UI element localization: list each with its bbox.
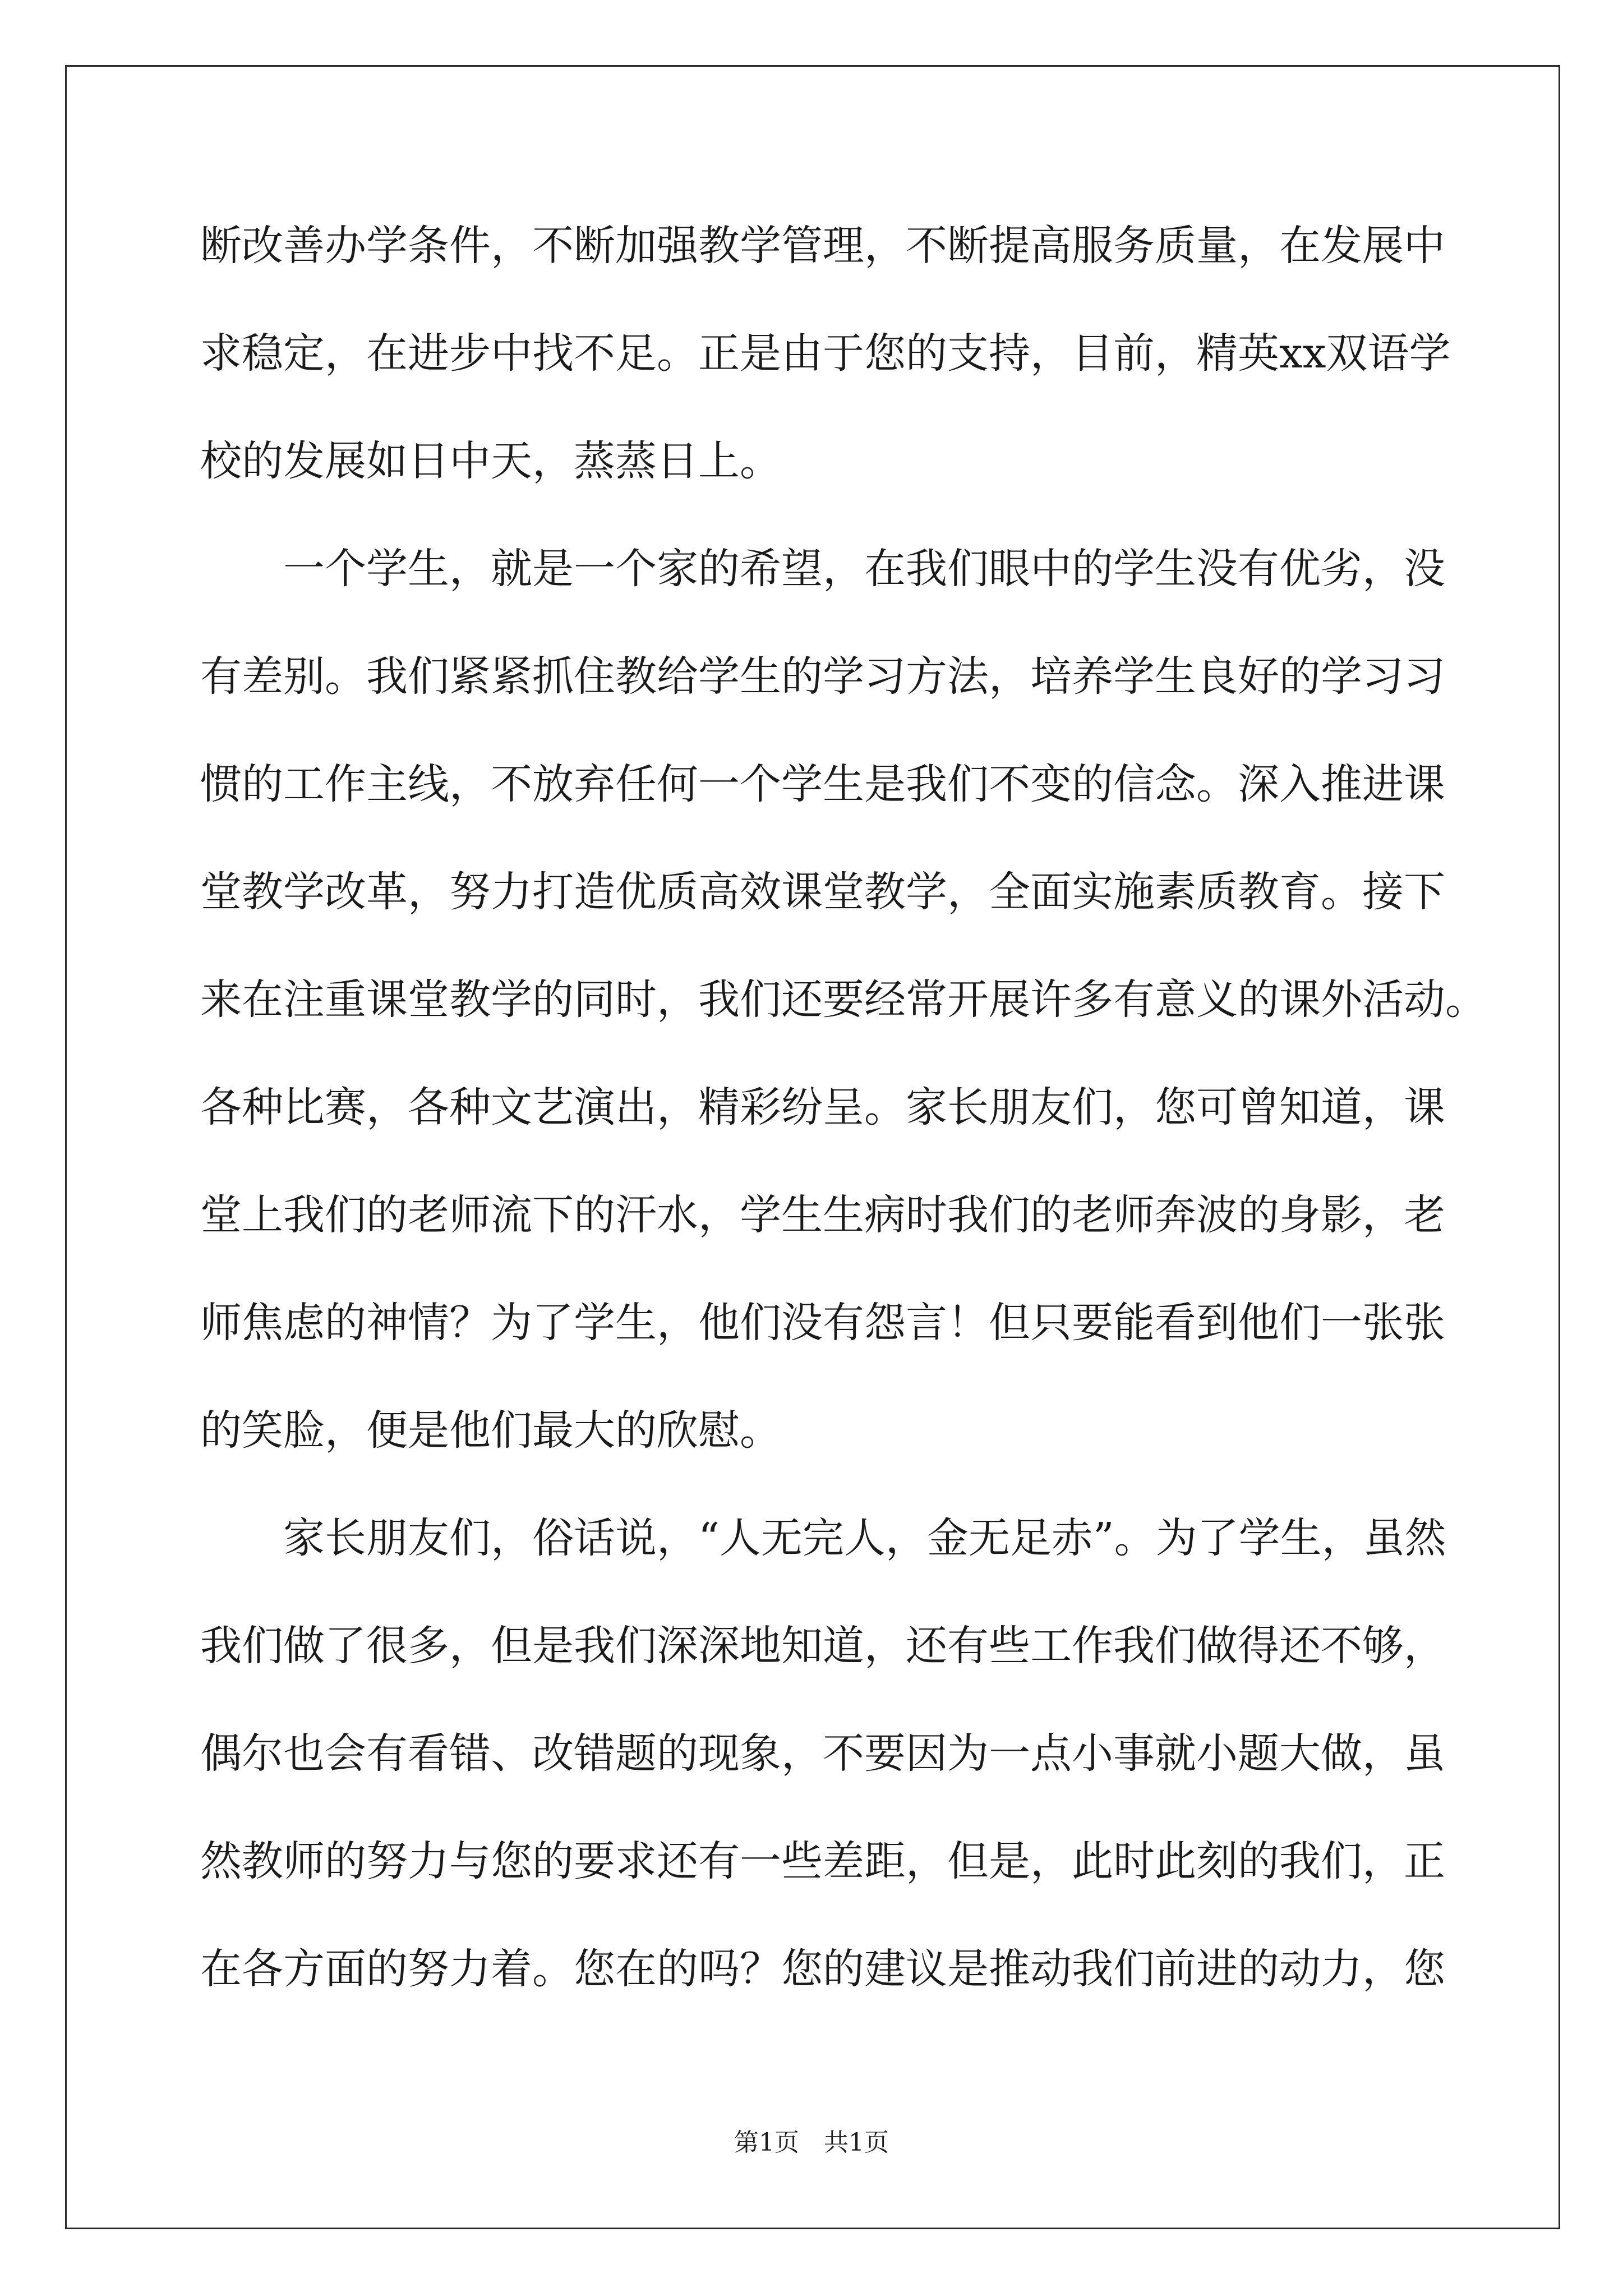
text-line: 惯的工作主线，不放弃任何一个学生是我们不变的信念。深入推进课 [200,760,1445,808]
text-line: 家长朋友们，俗话说，“人无完人，金无足赤”。为了学生，虽然 [200,1514,1446,1562]
text-line: 有差别。我们紧紧抓住教给学生的学习方法，培养学生良好的学习习 [200,652,1445,701]
page-footer: 第1页 共1页 [734,2128,889,2157]
text-line: 来在注重课堂教学的同时，我们还要经常开展许多有意义的课外活动。 [200,976,1487,1024]
text-line: 然教师的努力与您的要求还有一些差距，但是，此时此刻的我们，正 [200,1837,1445,1885]
text-line: 各种比赛，各种文艺演出，精彩纷呈。家长朋友们，您可曾知道，课 [200,1083,1445,1131]
text-line: 在各方面的努力着。您在的吗？您的建议是推动我们前进的动力，您 [200,1945,1445,1993]
text-line: 一个学生，就是一个家的希望，在我们眼中的学生没有优劣，没 [200,545,1445,593]
text-line: 堂教学改革，努力打造优质高效课堂教学，全面实施素质教育。接下 [200,868,1445,916]
text-line: 偶尔也会有看错、改错题的现象，不要因为一点小事就小题大做，虽 [200,1729,1445,1778]
text-line: 求稳定，在进步中找不足。正是由于您的支持，目前，精英xx双语学 [200,329,1451,378]
text-line: 校的发展如日中天，蒸蒸日上。 [200,437,781,485]
text-line: 的笑脸，便是他们最大的欣慰。 [200,1406,781,1455]
text-line: 断改善办学条件，不断加强教学管理，不断提高服务质量，在发展中 [200,222,1445,270]
text-line: 堂上我们的老师流下的汗水，学生生病时我们的老师奔波的身影，老 [200,1191,1445,1239]
page-border [65,65,1560,2229]
text-line: 我们做了很多，但是我们深深地知道，还有些工作我们做得还不够， [200,1622,1445,1670]
text-line: 师焦虑的神情？为了学生，他们没有怨言！但只要能看到他们一张张 [200,1299,1445,1347]
